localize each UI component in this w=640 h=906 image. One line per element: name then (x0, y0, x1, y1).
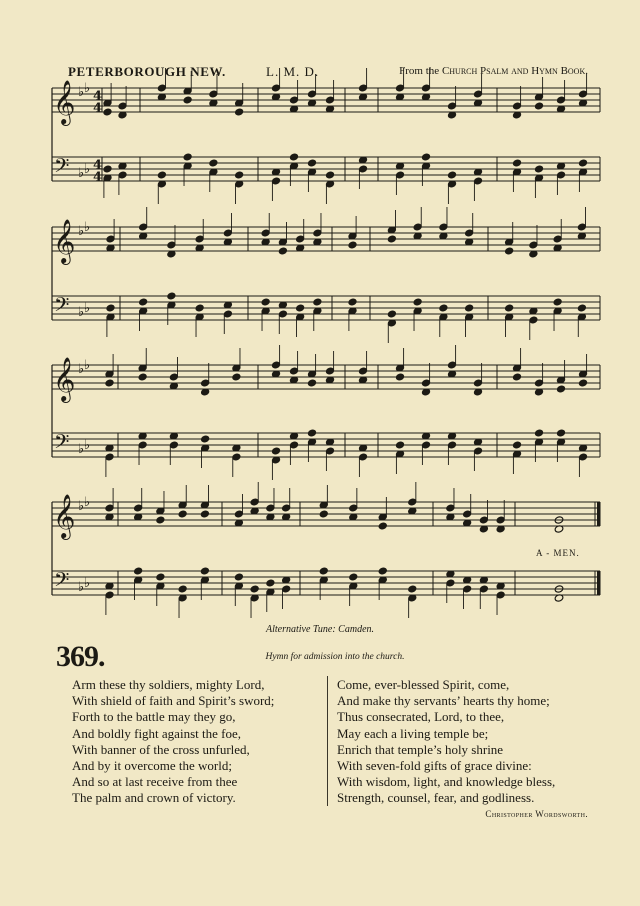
note-head (378, 522, 388, 530)
note-head (395, 441, 405, 449)
verse-line: Enrich that temple’s holy shrine (337, 741, 504, 757)
time-signature-top: 4 (93, 158, 103, 173)
note-head (157, 171, 167, 179)
note-head (348, 241, 358, 249)
note-head (167, 292, 177, 300)
note-head (387, 310, 397, 318)
time-signature-bottom: 4 (93, 170, 103, 185)
note-head (105, 379, 115, 387)
note-head (138, 373, 148, 381)
bass-clef-icon: 𝄢 (54, 430, 70, 458)
note-head (447, 171, 457, 179)
flat-sign-icon: ♭ (78, 85, 85, 100)
flat-sign-icon: ♭ (84, 358, 91, 373)
flat-sign-icon: ♭ (78, 166, 85, 181)
note-head (295, 304, 305, 312)
bass-clef-icon: 𝄢 (54, 293, 70, 321)
time-signature-top: 4 (93, 89, 103, 104)
note-head (464, 304, 474, 312)
verse-line: And by it overcome the world; (72, 758, 232, 774)
verse-line: With banner of the cross unfurled, (72, 741, 250, 757)
note-head (378, 567, 388, 575)
note-head (234, 108, 244, 116)
note-head (156, 516, 166, 524)
note-head (319, 567, 329, 575)
note-head (200, 435, 210, 443)
verse-line: Forth to the battle may they go, (72, 709, 236, 725)
note-head (195, 304, 205, 312)
note-head (178, 510, 188, 518)
note-head (348, 573, 358, 581)
note-head (266, 579, 276, 587)
flat-sign-icon: ♭ (78, 442, 85, 457)
note-head (138, 298, 148, 306)
hymn-caption: Hymn for admission into the church. (265, 652, 405, 662)
verse-line: With shield of faith and Spirit’s sword; (72, 693, 275, 709)
treble-clef-icon: 𝄞 (53, 219, 76, 263)
note-head (103, 108, 113, 116)
verse-line: And so at last receive from thee (72, 774, 238, 790)
flat-sign-icon: ♭ (84, 495, 91, 510)
note-head (307, 159, 317, 167)
note-head (106, 304, 116, 312)
time-signature-bottom: 4 (93, 101, 103, 116)
source-title: Church Psalm and Hymn Book. (441, 65, 588, 77)
note-head (307, 429, 317, 437)
note-head (439, 304, 449, 312)
note-head (313, 298, 323, 306)
note-head (534, 429, 544, 437)
note-head (234, 171, 244, 179)
note-head (577, 304, 587, 312)
alternative-tune: Alternative Tune: Camden. (265, 624, 375, 635)
note-head (395, 373, 405, 381)
note-head (553, 298, 563, 306)
note-head (232, 373, 242, 381)
treble-clef-icon: 𝄞 (53, 494, 76, 538)
treble-clef-icon: 𝄞 (53, 357, 76, 401)
note-head (200, 567, 210, 575)
note-head (407, 585, 417, 593)
note-head (534, 165, 544, 173)
note-head (504, 247, 514, 255)
verse-line: May each a living temple be; (337, 725, 489, 741)
verse-line: And make thy servants’ hearts thy home; (337, 693, 550, 709)
verse-line: Arm these thy soldiers, mighty Lord, (72, 677, 265, 692)
note-head (578, 379, 588, 387)
flat-sign-icon: ♭ (84, 576, 91, 591)
note-head (178, 585, 188, 593)
verse-right (337, 677, 555, 807)
verse-line: Come, ever-blessed Spirit, come, (337, 677, 510, 692)
bass-clef-icon: 𝄢 (54, 154, 70, 182)
note-head (209, 159, 219, 167)
note-head (183, 153, 193, 161)
verse-line: Thus consecrated, Lord, to thee, (337, 709, 505, 725)
flat-sign-icon: ♭ (78, 305, 85, 320)
flat-sign-icon: ♭ (78, 580, 85, 595)
note-head (103, 165, 113, 173)
note-head (556, 429, 566, 437)
note-head (278, 247, 288, 255)
verse-divider (327, 676, 328, 806)
final-barline (597, 571, 600, 595)
note-head (512, 159, 522, 167)
note-head (348, 298, 358, 306)
note-head (512, 441, 522, 449)
verse-line: Strength, counsel, fear, and godliness. (337, 790, 535, 806)
note-head (325, 171, 335, 179)
verse-line: With wisdom, light, and knowledge bless, (337, 774, 556, 790)
note-head (504, 304, 514, 312)
note-head (200, 510, 210, 518)
note-head (261, 298, 271, 306)
note-head (307, 379, 317, 387)
note-head (234, 573, 244, 581)
verse-line: The palm and crown of victory. (72, 790, 236, 806)
note-head (319, 510, 329, 518)
flat-sign-icon: ♭ (84, 162, 91, 177)
hymn-number: 369. (56, 640, 105, 673)
amen-label: A - MEN. (536, 548, 580, 558)
flat-sign-icon: ♭ (78, 499, 85, 514)
note-head (534, 102, 544, 110)
verse-left (72, 677, 274, 807)
tune-name: PETERBOROUGH NEW. (68, 64, 226, 79)
note-head (183, 96, 193, 104)
verse-line: With seven-fold gifts of grace divine: (337, 758, 532, 774)
note-head (512, 373, 522, 381)
note-head (387, 235, 397, 243)
note-head (413, 298, 423, 306)
flat-sign-icon: ♭ (78, 224, 85, 239)
final-barline (597, 502, 600, 526)
tune-meter: L. M. D. (266, 64, 320, 79)
flat-sign-icon: ♭ (78, 362, 85, 377)
flat-sign-icon: ♭ (84, 220, 91, 235)
verse-line: And boldly fight against the foe, (72, 725, 241, 741)
bass-clef-icon: 𝄢 (54, 568, 70, 596)
flat-sign-icon: ♭ (84, 301, 91, 316)
flat-sign-icon: ♭ (84, 81, 91, 96)
note-head (421, 153, 431, 161)
treble-clef-icon: 𝄞 (53, 80, 76, 124)
note-head (133, 567, 143, 575)
note-head (271, 447, 281, 455)
note-head (289, 153, 299, 161)
source-prefix: From the (399, 65, 440, 77)
note-head (578, 159, 588, 167)
hymn-author: Christopher Wordsworth. (485, 809, 588, 819)
note-head (250, 585, 260, 593)
flat-sign-icon: ♭ (84, 438, 91, 453)
note-head (156, 573, 166, 581)
note-head (556, 385, 566, 393)
